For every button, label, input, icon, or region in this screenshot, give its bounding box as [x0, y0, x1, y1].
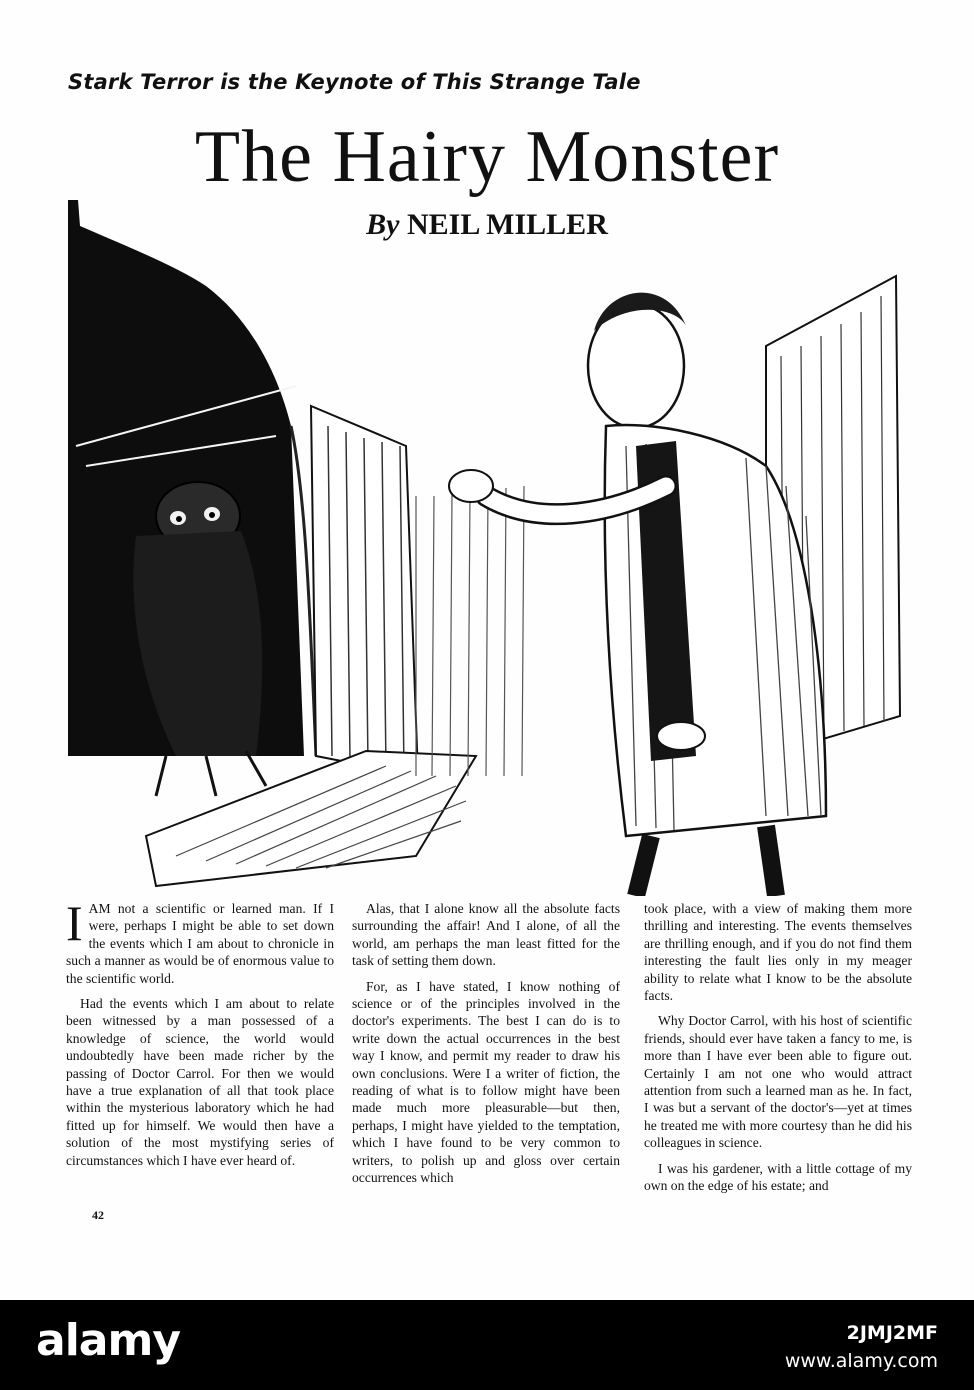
brand-logo: alamy: [36, 1315, 180, 1366]
floor: [146, 751, 476, 886]
paragraph: I was his gardener, with a little cottage of my own on the edge of his estate; and: [644, 1160, 912, 1194]
paragraph: [66, 895, 334, 987]
image-id: 2JMJ2MF: [846, 1322, 938, 1344]
paragraph: Why Doctor Carrol, with his host of scientific friends, should ever have taken a fancy to me, is more than I have ever been able to figure out. Certainly I am not one who would attract attention from such a learned man as he. In fact, I was but a servant of the doctor's—yet at times he treated me with more courtesy than he did his colleagues in science.: [644, 1013, 912, 1151]
author-name: NEIL MILLER: [406, 208, 608, 241]
article-column-2: [352, 900, 620, 1195]
article-column-3: [644, 900, 912, 1203]
man-hand: [449, 470, 493, 502]
man-legs: [636, 826, 776, 896]
article-body: [66, 895, 912, 1210]
site-url: www.alamy.com: [784, 1350, 938, 1372]
story-tagline: Stark Terror is the Keynote of This Strange Tale: [68, 70, 641, 94]
paragraph: took place, with a view of making them more thrilling and interesting. The events themselves are thrilling enough, and if you do not find them interesting the fault lies only in my meager ability to relate what I know to be the absolute facts.: [644, 901, 912, 1004]
page-number: 42: [92, 1208, 104, 1222]
monster-pupil-right: [209, 512, 215, 518]
story-title: The Hairy Monster: [194, 116, 780, 198]
story-byline: [0, 208, 974, 242]
wall-hatching: [416, 486, 524, 776]
paragraph: For, as I have stated, I know nothing of science or of the principles involved in the doctor's experiments. The best I can do is to write down the actual occurrences in the best way I know, and permit my reader to draw his own conclusions. Were I a writer of fiction, the reading of what is to follow might have been made much more pleasurable—but then, perhaps, I might have yielded to the temptation, which I have found to be very common to writers, to polish up and gloss over certain occurrences which: [352, 978, 620, 1186]
drop-cap: I: [66, 895, 83, 951]
paragraph: Alas, that I alone know all the absolute facts surrounding the affair! And I alone, of all the world, am perhaps the man least fitted for the task of setting them down.: [352, 901, 620, 969]
paragraph: Had the events which I am about to relate been witnessed by a man possessed of a knowledge of science, the world would undoubtedly have been made richer by the passing of Doctor Carrol. For then we would have a true explanation of all that took place within the mysterious laboratory which he had fitted up for himself. We would then have a solution of the most mystifying series of circumstances which I have ever heard of.: [66, 996, 334, 1168]
paragraph-text: AM not a scientific or learned man. If I were, perhaps I might be able to set down the events which I am about to chronicle in such a manner as would be of enormous value to the scientific world.: [66, 901, 334, 986]
stock-watermark-bar: [0, 1300, 974, 1390]
monster-pupil-left: [176, 516, 182, 522]
hairy-monster-illustration: [66, 196, 904, 896]
monster-legs: [156, 751, 266, 796]
man-hand-lower: [657, 722, 705, 750]
article-column-1: [66, 895, 334, 1177]
byline-prefix: By: [366, 208, 400, 241]
